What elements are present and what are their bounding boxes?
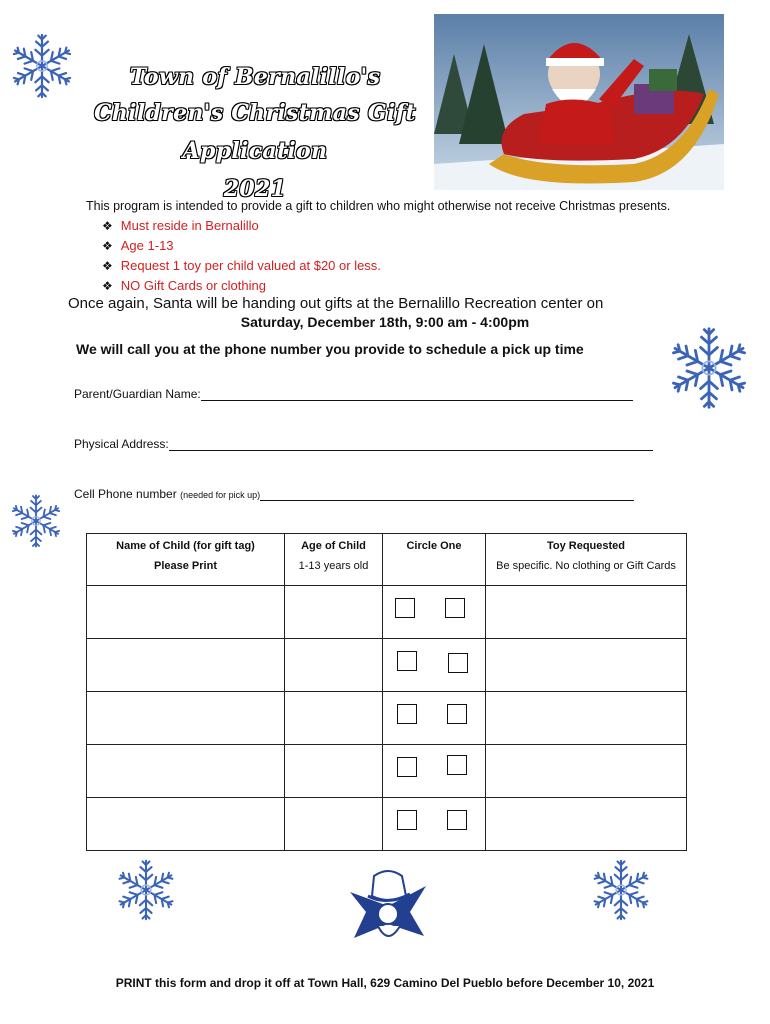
table-header-row (87, 534, 687, 586)
checkbox[interactable] (397, 810, 417, 830)
list-item: ❖ Age 1-13 (102, 238, 174, 253)
child-age-cell[interactable] (285, 692, 383, 745)
diamond-bullet-icon: ❖ (102, 279, 113, 293)
checkbox[interactable] (447, 810, 467, 830)
phone-note: (needed for pick up) (180, 490, 261, 500)
parent-name-row (74, 387, 633, 401)
diamond-bullet-icon: ❖ (102, 239, 113, 253)
table-row (87, 798, 687, 851)
toy-cell[interactable] (486, 639, 687, 692)
checkbox[interactable] (397, 757, 417, 777)
child-age-cell[interactable] (285, 745, 383, 798)
phone-field[interactable] (260, 488, 634, 501)
town-logo (344, 866, 432, 952)
announcement-line-2: Saturday, December 18th, 9:00 am - 4:00pm (240, 314, 530, 330)
address-row (74, 437, 653, 451)
table-row (87, 586, 687, 639)
checkbox[interactable] (447, 704, 467, 724)
snowflake-icon (666, 318, 752, 418)
checkbox[interactable] (397, 651, 417, 671)
title-line-1: Town of Bernalillo's (129, 64, 381, 90)
circle-cell (383, 745, 486, 798)
footer-instructions: PRINT this form and drop it off at Town Hall, 629 Camino Del Pueblo before December 10, 2021 (115, 976, 655, 990)
child-age-cell[interactable] (285, 639, 383, 692)
child-name-cell[interactable] (87, 692, 285, 745)
table-row (87, 745, 687, 798)
circle-cell (383, 798, 486, 851)
circle-cell (383, 639, 486, 692)
santa-sleigh-image (434, 14, 724, 190)
diamond-bullet-icon: ❖ (102, 259, 113, 273)
title-line-2: Children's Christmas Gift Application (94, 100, 416, 164)
toy-header: Toy Requested Be specific. No clothing or Gift Cards (486, 534, 687, 586)
circle-header: Circle One (383, 534, 486, 586)
age-header: Age of Child 1-13 years old (285, 534, 383, 586)
table-row (87, 639, 687, 692)
list-item: ❖ Request 1 toy per child valued at $20 or less. (102, 258, 381, 273)
call-notice: We will call you at the phone number you provide to schedule a pick up time (76, 341, 584, 357)
child-name-cell[interactable] (87, 586, 285, 639)
checkbox[interactable] (448, 653, 468, 673)
checkbox[interactable] (445, 598, 465, 618)
requirements-list (102, 216, 381, 296)
children-table (86, 533, 687, 851)
phone-label: Cell Phone number (74, 487, 177, 501)
checkbox[interactable] (397, 704, 417, 724)
address-label: Physical Address: (74, 437, 169, 451)
child-name-cell[interactable] (87, 745, 285, 798)
child-name-cell[interactable] (87, 798, 285, 851)
announcement-line-1: Once again, Santa will be handing out gifts at the Bernalillo Recreation center on (68, 295, 604, 312)
snowflake-icon (570, 858, 672, 922)
snowflake-icon (96, 858, 196, 922)
circle-cell (383, 586, 486, 639)
table-row (87, 692, 687, 745)
toy-cell[interactable] (486, 586, 687, 639)
intro-text: This program is intended to provide a gift to children who might otherwise not receive Christmas presents. (86, 199, 671, 213)
phone-row (74, 487, 634, 501)
toy-cell[interactable] (486, 692, 687, 745)
child-age-cell[interactable] (285, 798, 383, 851)
list-item: ❖ Must reside in Bernalillo (102, 218, 259, 233)
form-title (60, 60, 450, 208)
toy-cell[interactable] (486, 745, 687, 798)
address-field[interactable] (169, 438, 653, 451)
checkbox[interactable] (395, 598, 415, 618)
name-header: Name of Child (for gift tag) Please Print (87, 534, 285, 586)
circle-cell (383, 692, 486, 745)
snowflake-icon (8, 486, 64, 556)
parent-name-label: Parent/Guardian Name: (74, 387, 201, 401)
title-line-3: 2021 (223, 176, 287, 202)
child-name-cell[interactable] (87, 639, 285, 692)
toy-cell[interactable] (486, 798, 687, 851)
list-item: ❖ NO Gift Cards or clothing (102, 278, 266, 293)
diamond-bullet-icon: ❖ (102, 219, 113, 233)
parent-name-field[interactable] (201, 388, 633, 401)
child-age-cell[interactable] (285, 586, 383, 639)
checkbox[interactable] (447, 755, 467, 775)
